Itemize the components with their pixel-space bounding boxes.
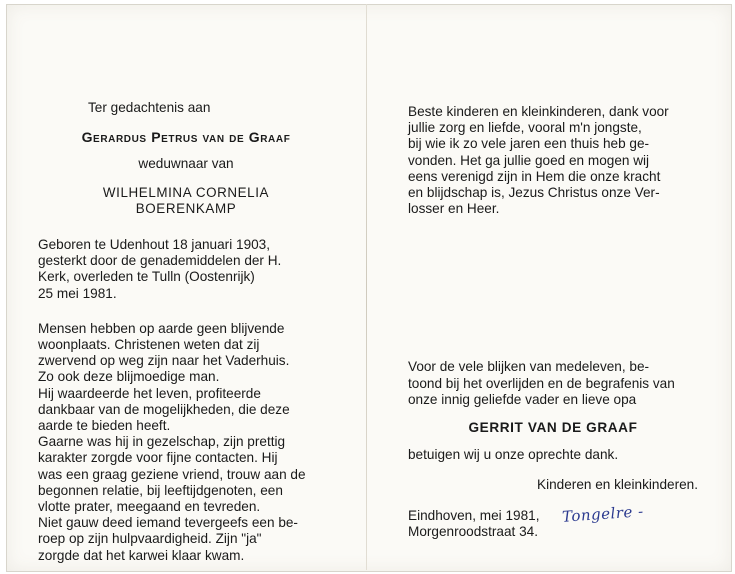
widower-of-label: weduwnaar van [138, 156, 234, 172]
deceased-name: Gerardus Petrus van de Graaf [81, 129, 291, 146]
eulogy-line: Zo ook deze blijmoedige man. [38, 369, 220, 385]
right-panel [408, 104, 698, 540]
eulogy-line: vlotte prater, meegaand en tevreden. [38, 499, 261, 515]
eulogy-line: aarde te bieden heeft. [38, 418, 171, 434]
memorial-intro: Ter gedachtenis aan [88, 100, 211, 115]
eulogy-line: Hij waardeerde het leven, profiteerde [38, 385, 261, 401]
birth-line: Kerk, overleden te Tulln (Oostenrijk) [38, 269, 255, 285]
place-and-address [408, 508, 698, 540]
sympathy-line: onze innig geliefde vader en lieve opa [408, 391, 637, 407]
eulogy-line: Gaarne was hij in gezelschap, zijn prettig [38, 434, 286, 450]
birth-line: gesterkt door de genademiddelen der H. [38, 253, 282, 269]
farewell-line: eens verenigd zijn in Hem die onze kracht [408, 168, 661, 184]
farewell-line: vonden. Het ga jullie goed en mogen wij [408, 152, 650, 168]
eulogy-line: zwervend op weg zijn naar het Vaderhuis. [38, 353, 290, 369]
eulogy-paragraph [38, 321, 334, 564]
farewell-line: en blijdschap is, Jezus Christus onze Ver- [408, 185, 660, 201]
farewell-line: Beste kinderen en kleinkinderen, dank voor [408, 104, 669, 119]
eulogy-line: Mensen hebben op aarde geen blijvende [38, 320, 285, 336]
spouse-name-line1: WILHELMINA CORNELIA [102, 184, 270, 200]
address-line: Morgenroodstraat 34. [408, 523, 538, 539]
eulogy-line: woonplaats. Christenen weten dat zij [38, 337, 260, 353]
spouse-name-line2: BOERENKAMP [135, 200, 237, 216]
blank-space [408, 217, 698, 359]
sympathy-line: toond bij het overlijden en de begrafenis van [408, 375, 675, 391]
eulogy-line: dankbaar van de mogelijkheden, die deze [38, 401, 290, 417]
birth-line: Geboren te Udenhout 18 januari 1903, [38, 237, 271, 253]
card-fold-line [366, 4, 367, 570]
place-date: Eindhoven, mei 1981, [408, 507, 540, 523]
farewell-line: jullie zorg en liefde, vooral m'n jongste, [408, 120, 642, 136]
birth-paragraph [38, 237, 334, 302]
thanks-line: betuigen wij u onze oprechte dank. [408, 447, 619, 463]
eulogy-line: was een graag geziene vriend, trouw aan de [38, 466, 306, 482]
family-signoff: Kinderen en kleinkinderen. [537, 477, 698, 493]
eulogy-line: Niet gauw deed iemand tevergeefs een be- [38, 515, 298, 531]
farewell-line: losser en Heer. [408, 201, 500, 217]
deceased-short-name: GERRIT VAN DE GRAAF [468, 420, 638, 436]
handwritten-annotation: Tongelre - [561, 502, 645, 526]
farewell-line: bij wie ik zo vele jaren een thuis heb ge- [408, 136, 650, 152]
eulogy-line: zorgde dat het karwei klaar kwam. [38, 547, 245, 563]
eulogy-line: roep op zijn hulpvaardigheid. Zijn "ja" [38, 531, 262, 547]
sympathy-paragraph [408, 359, 698, 408]
eulogy-line: begonnen relatie, bij leeftijdgenoten, een [38, 482, 283, 498]
birth-line: 25 mei 1981. [38, 285, 117, 301]
eulogy-line: karakter zorgde voor fijne contacten. Hij [38, 450, 278, 466]
left-panel [38, 100, 334, 564]
sympathy-line: Voor de vele blijken van medeleven, be- [408, 359, 650, 375]
farewell-paragraph [408, 104, 698, 217]
